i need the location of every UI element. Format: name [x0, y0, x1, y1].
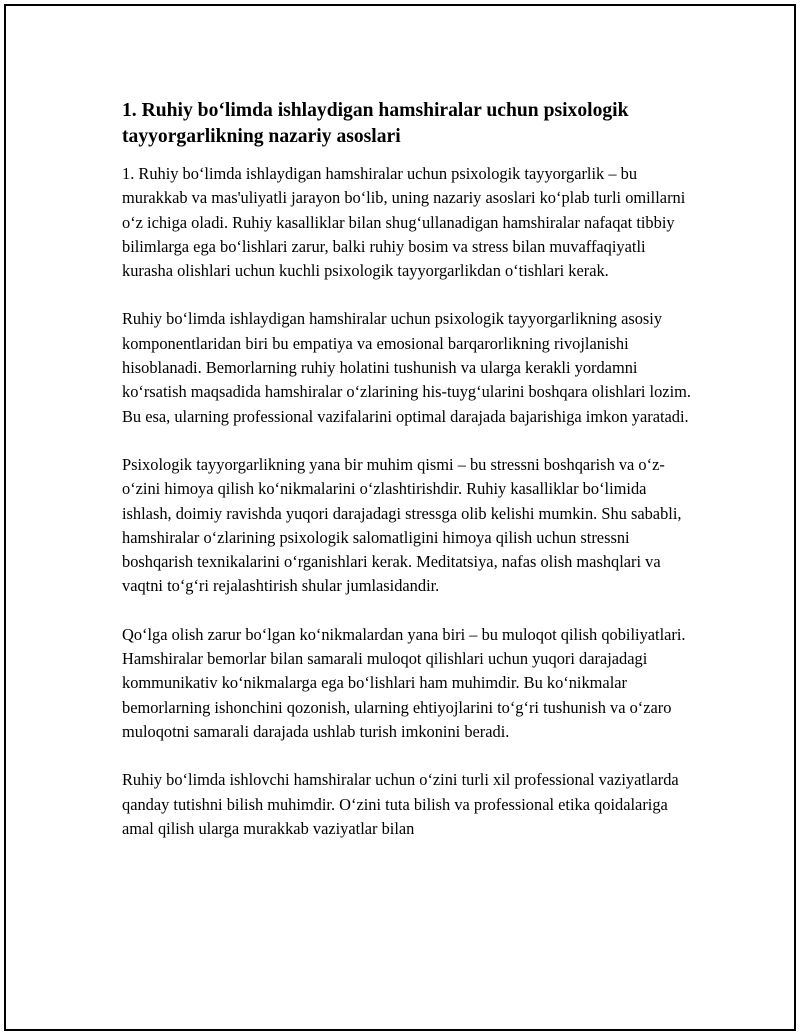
paragraph-3: Psixologik tayyorgarlikning yana bir muhim qismi – bu stressni boshqarish va o‘z-o‘zini himoya qilish ko‘nikmalarini o‘zlashtirishdir. Ruhiy kasalliklar bo‘limida ishlash, doimiy ravishda yuqori darajadagi stressga olib kelishi mumkin. Shu sababli, hamshiralar o‘zlarining psixologik salomatligini himoya qilish uchun stressni boshqarish texnikalarini o‘rganishlari kerak. Meditatsiya, nafas olish mashqlari va vaqtni to‘g‘ri rejalashtirish shular jumlasidandir. — [122, 454, 682, 596]
paragraph-2: Ruhiy bo‘limda ishlaydigan hamshiralar uchun psixologik tayyorgarlikning asosiy komponentlaridan biri bu empatiya va emosional barqarorlikning rivojlanishi hisoblanadi. Bemorlarning ruhiy holatini tushunish va ularga kerakli yordamni ko‘rsatish maqsadida hamshiralar o‘zlarining his-tuyg‘ularini boshqara olishlari lozim. Bu esa, ularning professional vazifalarini optimal darajada bajarishiga imkon yaratadi. — [122, 309, 691, 426]
page-frame — [4, 4, 796, 1031]
document-body — [122, 98, 694, 865]
paragraph-1: 1. Ruhiy bo‘limda ishlaydigan hamshiralar uchun psixologik tayyorgarlik – bu murakkab va mas'uliyatli jarayon bo‘lib, uning nazariy asoslari ko‘plab turli omillarni o‘z ichiga oladi. Ruhiy kasalliklar bilan shug‘ullanadigan hamshiralar nafaqat tibbiy bilimlarga ega bo‘lishlari zarur, balki ruhiy bosim va stress bilan muvaffaqiyatli kurasha olishlari uchun kuchli psixologik tayyorgarlikdan o‘tishlari kerak. — [122, 164, 686, 281]
section-heading: 1. Ruhiy bo‘limda ishlaydigan hamshiralar uchun psixologik tayyorgarlikning nazariy asoslari — [122, 100, 629, 147]
paragraph-4: Qo‘lga olish zarur bo‘lgan ko‘nikmalardan yana biri – bu muloqot qilish qobiliyatlari. Hamshiralar bemorlar bilan samarali muloqot qilishlari uchun yuqori darajadagi kommunikativ ko‘nikmalarga ega bo‘lishlari ham muhimdir. Bu ko‘nikmalar bemorlarning ishonchini qozonish, ularning ehtiyojlarini to‘g‘ri tushunish va o‘zaro muloqotni samarali darajada ushlab turish imkonini beradi. — [122, 624, 686, 741]
paragraph-5: Ruhiy bo‘limda ishlovchi hamshiralar uchun o‘zini turli xil professional vaziyatlarda qanday tutishni bilish muhimdir. O‘zini tuta bilish va professional etika qoidalariga amal qilish ularga murakkab vaziyatlar bilan — [122, 770, 679, 838]
